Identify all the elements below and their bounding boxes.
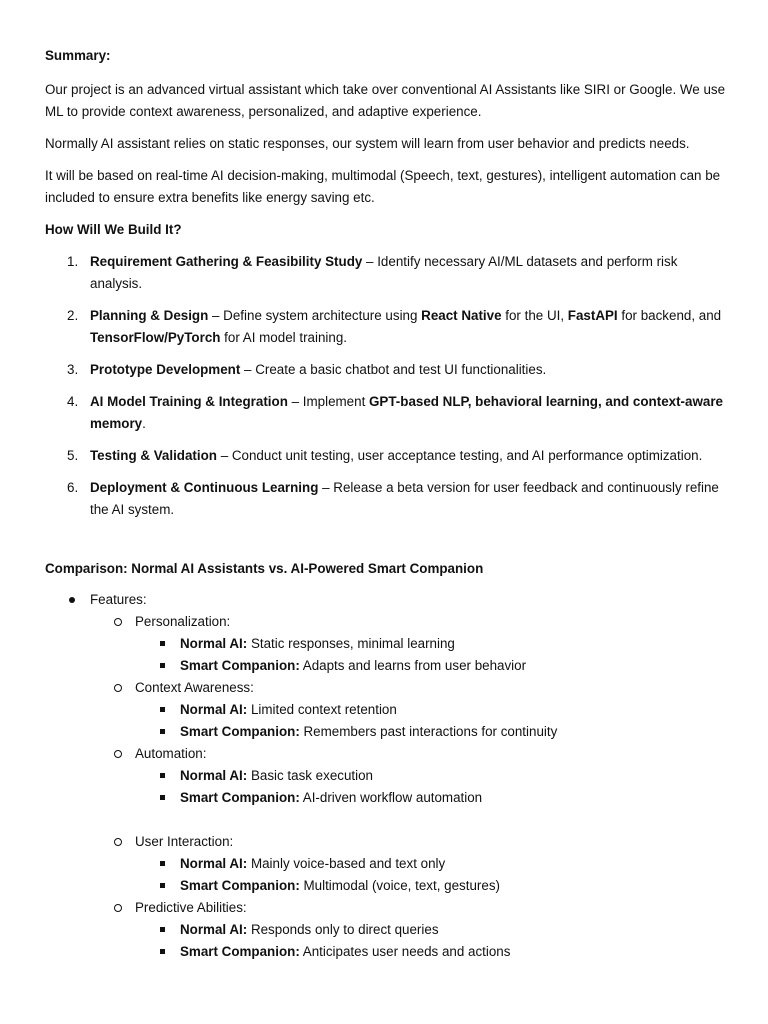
bullet-dot-icon	[69, 597, 75, 603]
summary-heading: Summary:	[45, 48, 111, 63]
smart-companion-value: AI-driven workflow automation	[299, 790, 483, 805]
normal-ai-label: Normal AI:	[180, 636, 248, 651]
feature-category	[45, 831, 728, 853]
smart-companion-label: Smart Companion:	[180, 658, 300, 673]
bullet-square-icon	[160, 641, 165, 646]
spacer	[45, 531, 728, 558]
feature-normal-row	[45, 633, 728, 655]
step-text: – Implement	[287, 394, 370, 409]
bullet-circle-icon	[114, 838, 122, 846]
feature-smart-row	[45, 875, 728, 897]
step-description: – Conduct unit testing, user acceptance testing, and AI performance optimization.	[216, 448, 703, 463]
smart-companion-label: Smart Companion:	[180, 724, 300, 739]
step-text: .	[142, 416, 146, 431]
smart-companion-label: Smart Companion:	[180, 878, 300, 893]
feature-normal-row	[45, 765, 728, 787]
bullet-circle-icon	[114, 684, 122, 692]
step-title: Planning & Design	[90, 308, 209, 323]
step-description: – Identify necessary AI/ML datasets and perform risk analysis.	[90, 254, 678, 291]
normal-ai-value: Limited context retention	[247, 702, 397, 717]
bullet-circle-icon	[114, 618, 122, 626]
build-step	[45, 445, 728, 467]
bullet-circle-icon	[114, 750, 122, 758]
feature-normal-row	[45, 853, 728, 875]
bullet-square-icon	[160, 861, 165, 866]
feature-smart-row	[45, 655, 728, 677]
bullet-circle-icon	[114, 904, 122, 912]
build-step	[45, 391, 728, 435]
step-title: Prototype Development	[90, 362, 241, 377]
feature-category	[45, 611, 728, 633]
feature-category	[45, 897, 728, 919]
feature-category-label: Predictive Abilities:	[135, 900, 247, 915]
step-highlight: GPT-based NLP, behavioral learning, and context-aware memory	[90, 394, 723, 431]
step-text: – Define system architecture using	[208, 308, 422, 323]
build-heading: How Will We Build It?	[45, 222, 182, 237]
feature-smart-row	[45, 787, 728, 809]
step-highlight: FastAPI	[567, 308, 618, 323]
smart-companion-label: Smart Companion:	[180, 790, 300, 805]
bullet-square-icon	[160, 729, 165, 734]
feature-smart-row	[45, 941, 728, 963]
normal-ai-value: Mainly voice-based and text only	[247, 856, 446, 871]
spacer	[45, 809, 728, 831]
step-number: 5.	[67, 448, 79, 463]
step-text: for AI model training.	[220, 330, 347, 345]
build-step	[45, 305, 728, 349]
bullet-square-icon	[160, 707, 165, 712]
step-number: 4.	[67, 394, 79, 409]
step-text: for backend, and	[617, 308, 722, 323]
summary-paragraph-3: It will be based on real-time AI decision-making, multimodal (Speech, text, gestures), intelligent automation can be included to ensure extra benefits like energy saving etc.	[45, 168, 721, 205]
bullet-square-icon	[160, 883, 165, 888]
normal-ai-value: Responds only to direct queries	[247, 922, 439, 937]
feature-normal-row	[45, 919, 728, 941]
bullet-square-icon	[160, 795, 165, 800]
smart-companion-label: Smart Companion:	[180, 944, 300, 959]
smart-companion-value: Adapts and learns from user behavior	[299, 658, 527, 673]
build-step	[45, 359, 728, 381]
feature-smart-row	[45, 721, 728, 743]
step-title: Deployment & Continuous Learning	[90, 480, 319, 495]
step-number: 3.	[67, 362, 79, 377]
summary-paragraph-1: Our project is an advanced virtual assistant which take over conventional AI Assistants like SIRI or Google. We use ML to provide context awareness, personalized, and adaptive experience.	[45, 82, 726, 119]
feature-category-label: Personalization:	[135, 614, 231, 629]
step-number: 6.	[67, 480, 79, 495]
step-title: Requirement Gathering & Feasibility Study	[90, 254, 363, 269]
features-label: Features:	[90, 592, 147, 607]
normal-ai-label: Normal AI:	[180, 702, 248, 717]
build-step	[45, 251, 728, 295]
step-number: 2.	[67, 308, 79, 323]
feature-category	[45, 743, 728, 765]
smart-companion-value: Anticipates user needs and actions	[299, 944, 511, 959]
build-steps-list	[45, 251, 728, 521]
smart-companion-value: Remembers past interactions for continuity	[299, 724, 558, 739]
feature-category-label: Automation:	[135, 746, 207, 761]
feature-category-label: User Interaction:	[135, 834, 234, 849]
normal-ai-label: Normal AI:	[180, 922, 248, 937]
summary-paragraph-2: Normally AI assistant relies on static responses, our system will learn from user behavior and predicts needs.	[45, 136, 690, 151]
step-text: for the UI,	[501, 308, 568, 323]
bullet-square-icon	[160, 927, 165, 932]
step-description: – Release a beta version for user feedback and continuously refine the AI system.	[90, 480, 719, 517]
feature-category-label: Context Awareness:	[135, 680, 254, 695]
bullet-square-icon	[160, 663, 165, 668]
feature-normal-row	[45, 699, 728, 721]
build-step	[45, 477, 728, 521]
comparison-heading: Comparison: Normal AI Assistants vs. AI-Powered Smart Companion	[45, 561, 484, 576]
step-title: AI Model Training & Integration	[90, 394, 288, 409]
step-title: Testing & Validation	[90, 448, 217, 463]
step-number: 1.	[67, 254, 79, 269]
bullet-square-icon	[160, 773, 165, 778]
step-highlight: React Native	[421, 308, 502, 323]
smart-companion-value: Multimodal (voice, text, gestures)	[299, 878, 500, 893]
normal-ai-label: Normal AI:	[180, 768, 248, 783]
bullet-square-icon	[160, 949, 165, 954]
features-item	[45, 589, 728, 611]
step-highlight: TensorFlow/PyTorch	[90, 330, 221, 345]
normal-ai-label: Normal AI:	[180, 856, 248, 871]
feature-category	[45, 677, 728, 699]
step-description: – Create a basic chatbot and test UI functionalities.	[240, 362, 547, 377]
normal-ai-value: Static responses, minimal learning	[247, 636, 455, 651]
normal-ai-value: Basic task execution	[247, 768, 374, 783]
